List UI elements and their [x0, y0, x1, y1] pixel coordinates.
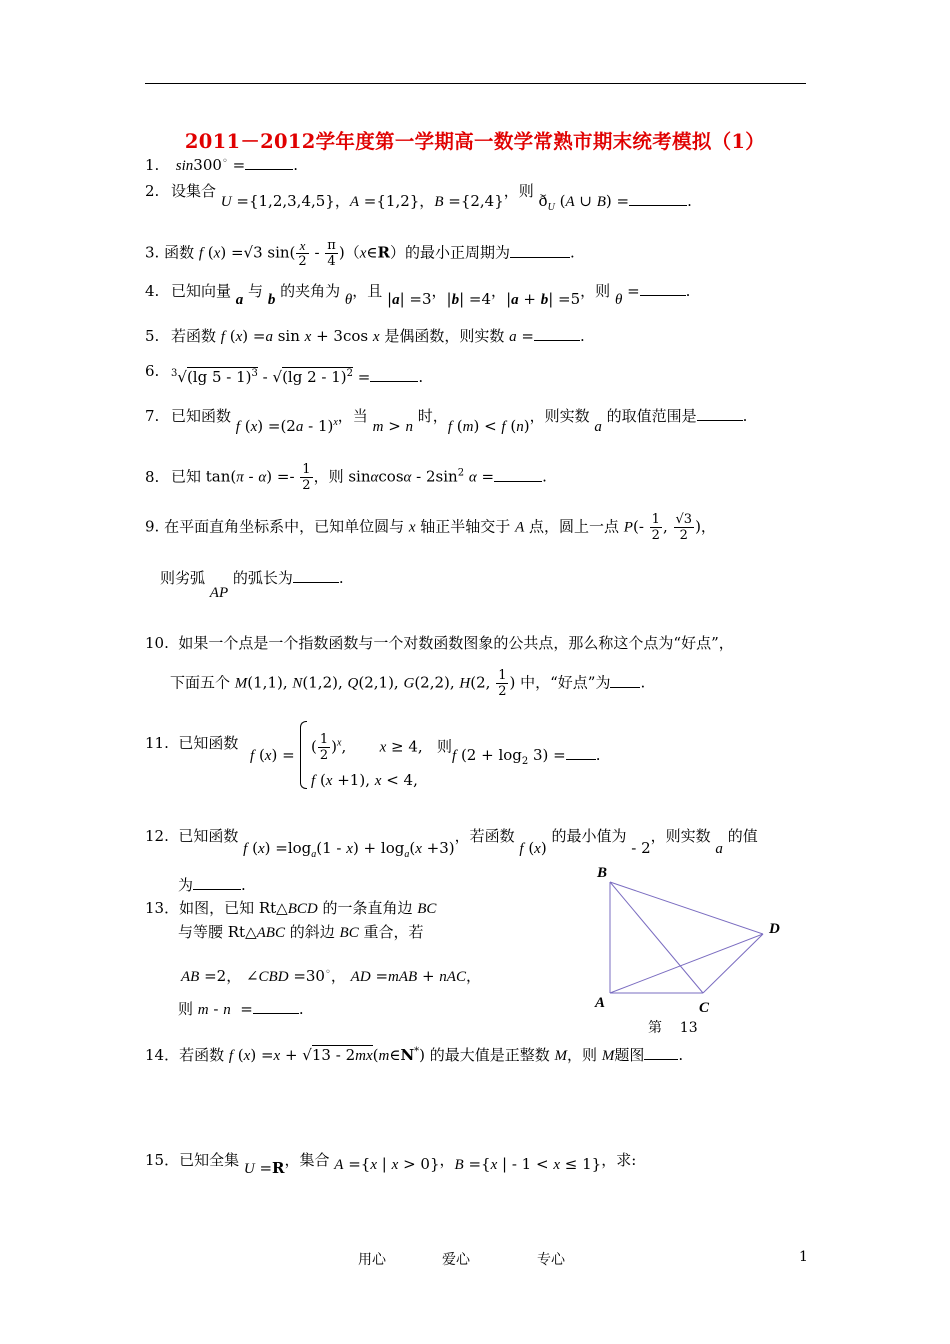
question-9: 9. 在平面直角坐标系中，已知单位圆与 x 轴正半轴交于 A 点，圆上一点 P(- $\frac{1}{2}$ , $\frac{√3}{2}$ )， — [145, 512, 716, 543]
question-12-line2: 为 . — [178, 876, 246, 894]
question-11-tail: f $(2 + \log_2 3)$ = . — [452, 746, 601, 767]
label-C: C — [699, 1000, 710, 1016]
page-number: 1 — [799, 1249, 808, 1265]
question-1: 1. sin300◦ = . — [145, 156, 298, 174]
question-3: 3. 函数 f (x) =√3 sin( $\frac{x}{2}$ - $\frac{\pi}{4}$ )（x∈R）的最小正周期为 . — [145, 238, 575, 269]
page-title: 2011－2012学年度第一学期高一数学常熟市期末统考模拟（1） — [184, 130, 766, 153]
footer-c: 专心 — [537, 1252, 565, 1268]
question-15: 15．已知全集 U =R，集合 A ={x | x > 0}，B ={x | - 1 < x ≤ 1}，求: — [145, 1151, 637, 1177]
label-D: D — [769, 921, 780, 937]
question-5: 5. 若函数 f (x) =a sin x + 3cos x 是偶函数，则实数 a = . — [145, 327, 585, 345]
question-7: 7. 已知函数 f (x) =(2a - 1)$^x$，当 m > n 时，f (m) < f (n)，则实数 a 的取值范围是 . — [145, 407, 748, 435]
question-11-case2: f (x +1), x < 4, — [311, 771, 418, 789]
question-10: 10. 如果一个点是一个指数函数与一个对数函数图象的公共点，那么称这个点为“好点”， — [145, 634, 734, 652]
question-13-line2: 与等腰 Rt△ABC 的斜边 BC 重合，若 — [178, 923, 424, 941]
header-rule — [145, 83, 806, 84]
question-11-lhs: f (x) = — [250, 746, 295, 764]
question-9-line2: 则劣弧 AP 的弧长为 . — [160, 569, 344, 601]
question-13-line3: AB =2， ∠CBD =30◦， AD =mAB + nAC， — [181, 967, 481, 985]
question-number: 1. — [145, 156, 160, 174]
figure-caption: 第 13 — [648, 1020, 698, 1036]
question-14: 14．若函数 f (x) =x + √13 - 2mx(m∈N*) 的最大值是正整数 M，则 M题图 . — [145, 1046, 684, 1064]
piecewise-brace — [300, 721, 307, 789]
label-B: B — [597, 865, 608, 881]
question-8: 8. 已知 tan(π - α) =- $\frac{1}{2}$ ，则 sinαcosα - $2\sin^2$ α = . — [145, 462, 547, 493]
question-6: 6. $^3$√(lg 5 - 1)$^3$ - √(lg 2 - 1)$^2$ = . — [145, 362, 424, 386]
question-2: 2. 设集合 U ={1,2,3,4,5}，A ={1,2}，B ={2,4}，则 $ð_U$ (A ∪ B) = . — [145, 182, 692, 213]
question-13: 13．如图，已知 Rt△BCD 的一条直角边 BC — [145, 899, 437, 917]
question-11: 11. 已知函数 — [145, 734, 239, 752]
question-13-line4: 则 m - n = . — [178, 1000, 304, 1018]
question-10-line2: 下面五个 M(1,1), N(1,2), Q(2,1), G(2,2), H(2, $\frac{1}{2}$ ) 中，“好点”为 . — [170, 668, 646, 699]
question-11-case1: ( $\frac{1}{2}$ )$^x$, x ≥ 4, 则 — [311, 732, 453, 763]
footer-a: 用心 — [358, 1252, 386, 1268]
question-12: 12. 已知函数 f $(x) =\log_a(1 - x) + \log_a(x +3)$，若函数 f (x) 的最小值为 - 2，则实数 a 的值 — [145, 827, 758, 860]
footer-b: 爱心 — [442, 1252, 470, 1268]
question-4: 4. 已知向量 a 与 b 的夹角为 θ，且 |a| =3，|b| =4，|a + b| =5，则 θ = . — [145, 282, 691, 308]
label-A: A — [595, 995, 606, 1011]
